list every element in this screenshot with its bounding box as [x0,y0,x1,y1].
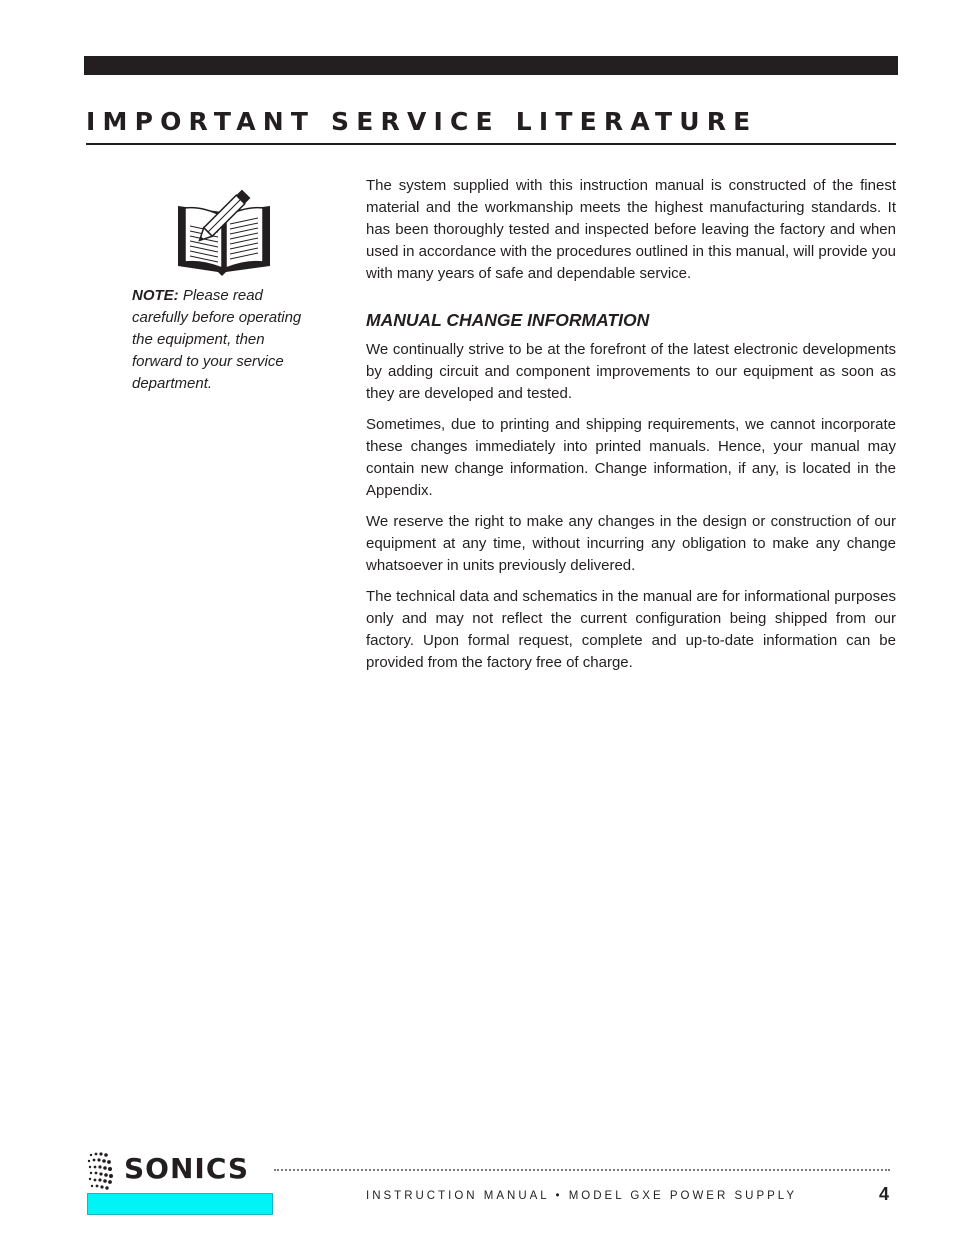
footer-manual-title: INSTRUCTION MANUAL • MODEL GXE POWER SUPPLY [366,1190,798,1202]
page-number: 4 [879,1184,890,1204]
footer-dotted-rule [274,1169,890,1171]
intro-paragraph: The system supplied with this instruction manual is constructed of the finest material and the workmanship meets the highest manufacturing standards. It has been thoroughly tested and inspected before leaving the factory and when used in accordance with the procedures outlined in this manual, will provide you with many years of safe and dependable service. [366,177,896,282]
note-text: Please read carefully before operating the equipment, then forward to your service department. [132,287,302,392]
brand-logo: SONICS [124,1152,250,1185]
section-heading: MANUAL CHANGE INFORMATION [366,310,650,330]
body-paragraph: The technical data and schematics in the manual are for informational purposes only and may not reflect the current configuration being shipped from our factory. Upon formal request, complete and up-to-date information can be provided from the factory free of charge. [366,588,896,671]
header-bar [84,56,898,75]
body-paragraph: Sometimes, due to printing and shipping requirements, we cannot incorporate these changes immediately into printed manuals. Hence, your manual may contain new change information. Change information, if any, is located in the Appendix. [366,416,896,499]
body-paragraph: We continually strive to be at the forefront of the latest electronic developments by adding circuit and component improvements to our equipment as soon as they are developed and tested. [366,341,896,402]
footer-accent-bar [87,1193,273,1215]
open-book-with-pencil-icon [174,180,274,278]
body-paragraph: We reserve the right to make any changes in the design or construction of our equipment at any time, without incurring any obligation to make any change whatsoever in units previously delivered. [366,513,896,574]
note-label: NOTE: [132,287,179,304]
page-title: IMPORTANT SERVICE LITERATURE [86,107,758,136]
side-note [132,285,317,395]
sonics-logo-mark-icon [86,1151,114,1191]
title-underline [86,143,896,145]
main-content [366,175,896,683]
